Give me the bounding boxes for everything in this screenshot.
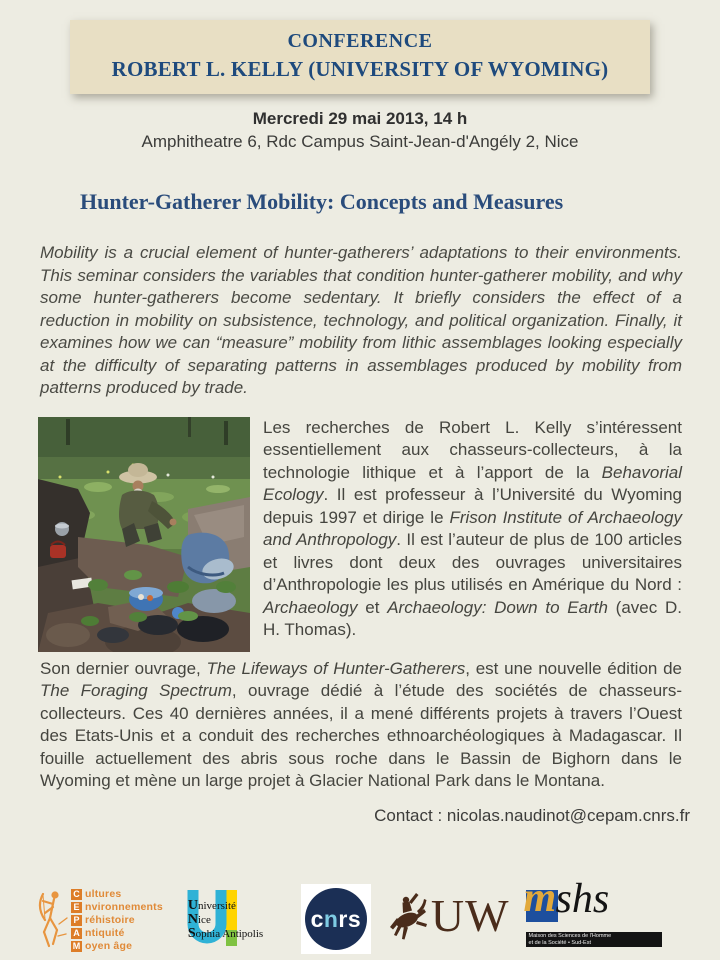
logo-university-of-wyoming [387,890,510,942]
talk-title: Hunter-Gatherer Mobility: Concepts and Measures [80,189,564,214]
uns-letter-n: N [187,912,198,927]
logo-mshs [523,875,660,947]
bucking-horse-icon [387,890,429,942]
uns-word-nice: ice [198,914,211,926]
event-location: Amphitheatre 6, Rdc Campus Saint-Jean-d'Angély 2, Nice [141,132,579,151]
talk-abstract: Mobility is a crucial element of hunter-gatherers’ adaptations to their environments. This seminar considers the variables that condition hunter-gatherer mobility, and why some hunter-gatherers become sedentary. It briefly considers the effect of a reduction in mobility on subsistence, technology, and political organization. Finally, it examines how we can “measure” mobility from lithic assemblages looking especially at the difficulty of separating patterns in assemblages produced by mobility from patterns produced by trade. [40,243,682,397]
logo-cnrs [301,884,371,954]
uns-wordmark [188,899,298,941]
logo-universite-nice-sophia-antipolis [179,886,285,954]
cnrs-circle-badge [305,888,367,950]
mshs-wordmark [523,875,660,928]
cepam-letter-m: M [72,940,81,951]
header-line-conference: CONFERENCE [287,30,433,52]
uns-word-universite: niversité [198,900,236,912]
photo-robert-kelly-campsite [38,417,250,652]
cepam-letter-e: E [71,902,82,913]
cepam-word-moyen-age: oyen âge [85,940,133,952]
uns-word-sophia-antipolis: ophia Antipolis [195,928,264,940]
bio-section [38,417,682,652]
mshs-caption-line2: et de la Société • Sud-Est [528,939,591,946]
contact-email: Contact : nicolas.naudinot@cepam.cnrs.fr [374,805,690,825]
header-line-speaker: ROBERT L. KELLY (UNIVERSITY OF WYOMING) [111,57,609,81]
cepam-letter-c: C [71,889,82,900]
mshs-letters-shs: shs [555,876,610,922]
logo-cepam [35,888,163,953]
cepam-word-cultures: ultures [85,888,122,900]
header-banner [70,20,650,94]
logo-strip [35,875,720,958]
cepam-letter-a: A [71,928,82,939]
bio-paragraph-1: Les recherches de Robert L. Kelly s’intéressent essentiellement aux chasseurs-collecteurs, à la technologie lithique et à l’apport de la Behavorial Ecology. Il est professeur à l’Université du Wyoming depuis 1997 et dirige le Frison Institute of Archaeology and Anthropology. Il est l’auteur de plus de 100 articles et livres dont deux des ouvrages universitaires d’Anthropologie les plus utilisés en Amérique du Nord : Archaeology et Archaeology: Down to Earth (avec D. H. Thomas). [263,417,682,639]
uns-letter-u: U [187,898,198,913]
cepam-word-environnements: nvironnements [85,901,163,913]
uns-letter-s: S [187,926,196,941]
mshs-letter-m: m [523,875,557,921]
event-date: Mercredi 29 mai 2013, 14 h [252,109,468,128]
mshs-caption-line1: Maison des Sciences de l'Homme [528,933,612,939]
cnrs-wordmark: cnrs [310,905,362,932]
campsite-photo-illustration [38,417,250,652]
mshs-caption-bar [526,932,662,947]
bio-paragraph-2: Son dernier ouvrage, The Lifeways of Hunter-Gatherers, est une nouvelle édition de The Foraging Spectrum, ouvrage dédié à l’étude des sociétés de chasseurs-collecteurs. Ces 40 dernières années, il a mené différents projets à travers l’Ouest des Etats-Unis et a conduit des recherches ethnoarchéologiques à Madagascar. Il fouille actuellement des abris sous roche dans le Bassin de Bighorn dans le Wyoming et mène un large projet à Glacier National Park dans le Montana. [40,658,683,790]
cepam-word-prehistoire: réhistoire [85,914,135,926]
cepam-archer-icon [35,888,69,950]
uw-wordmark: UW [430,890,510,941]
cepam-word-antiquite: ntiquité [85,927,125,939]
cepam-wordmark [71,888,163,953]
cepam-letter-p: P [71,915,82,926]
